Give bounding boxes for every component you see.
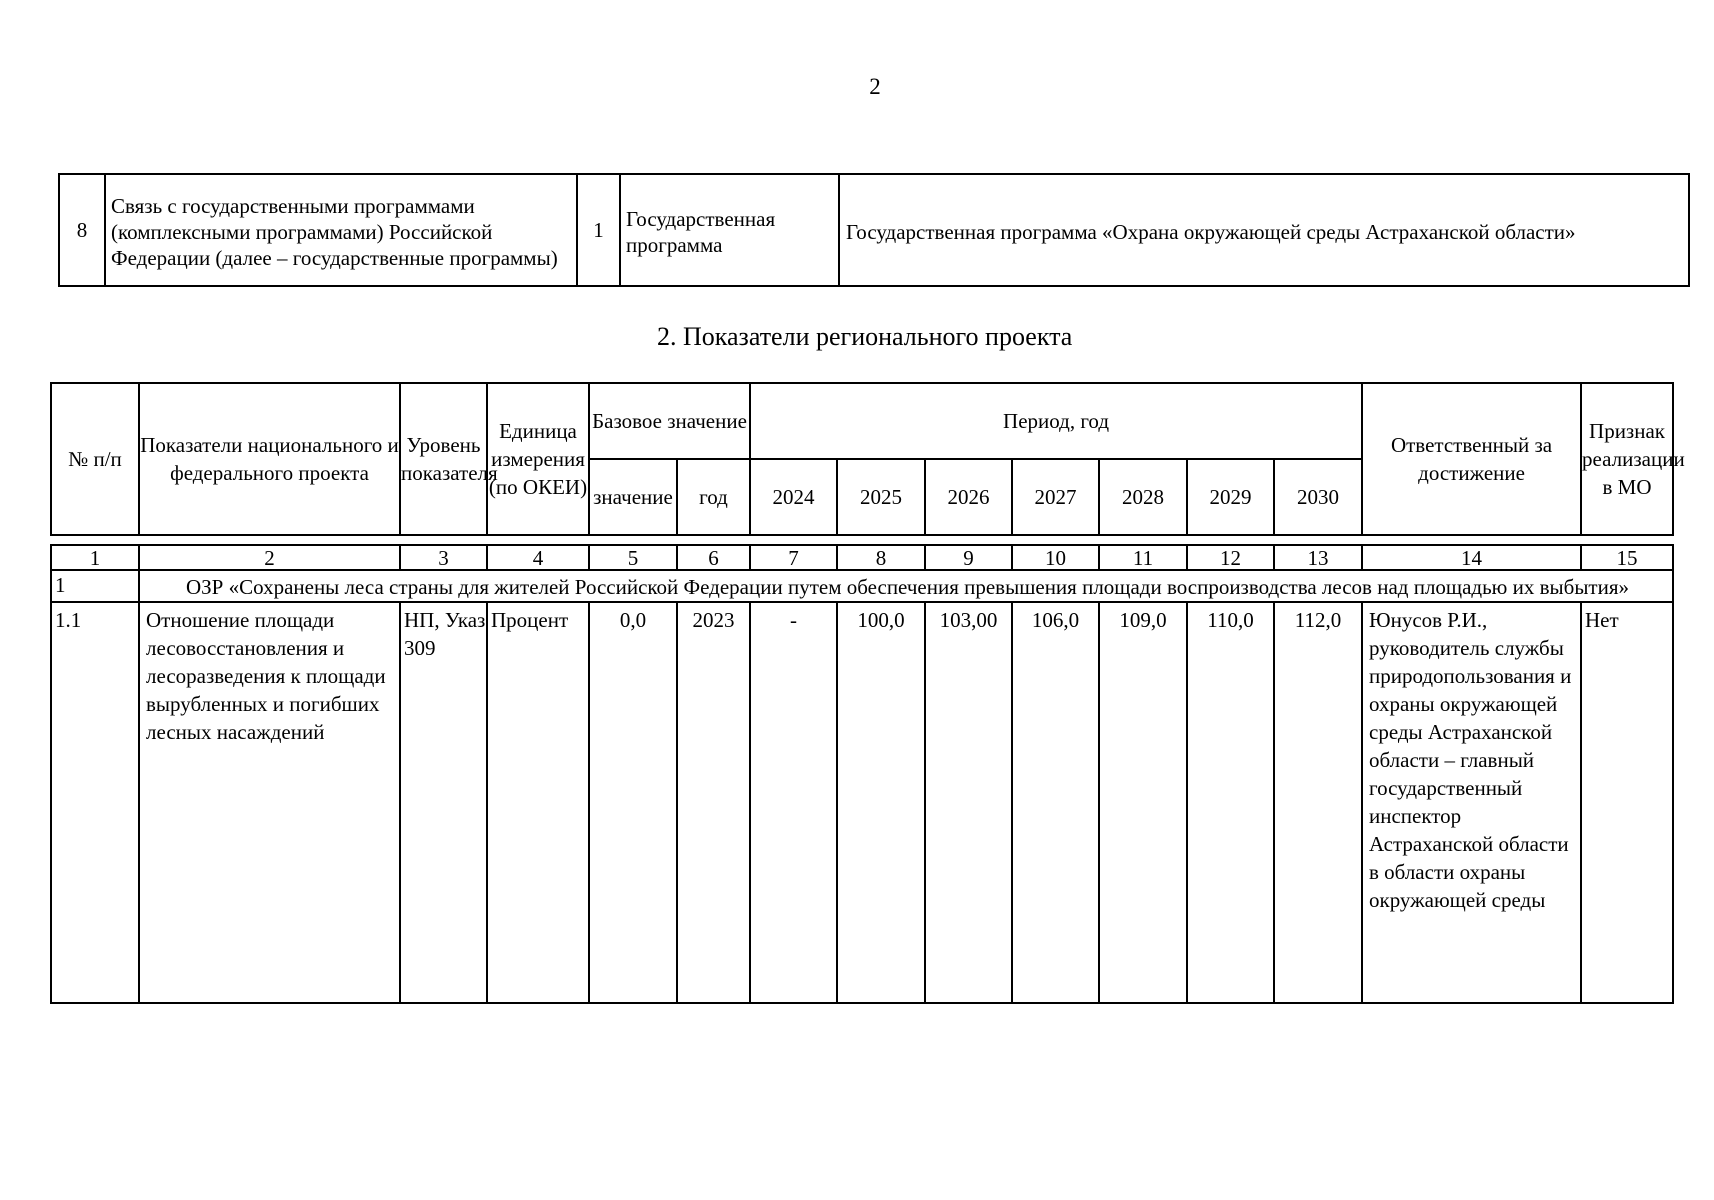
column-number: 12	[1187, 545, 1274, 570]
mo-flag: Нет	[1581, 602, 1673, 1003]
base-value: 0,0	[589, 602, 677, 1003]
column-number: 4	[487, 545, 589, 570]
table-row	[51, 602, 1673, 1003]
header-base: Базовое значение	[589, 383, 750, 459]
year-value: 106,0	[1012, 602, 1099, 1003]
column-numbers-row	[51, 545, 1673, 570]
header-no: № п/п	[51, 383, 139, 535]
program-kind: Государственная программа	[620, 174, 839, 286]
header-year: 2026	[925, 459, 1012, 535]
year-value: -	[750, 602, 837, 1003]
indicator-name: Отношение площади лесовосстановления и лесоразведения к площади вырубленных и погибших лесных насаждений	[139, 602, 400, 1003]
year-value: 100,0	[837, 602, 925, 1003]
column-number: 11	[1099, 545, 1187, 570]
program-name: Государственная программа «Охрана окружающей среды Астраханской области»	[839, 174, 1689, 286]
header-base-year: год	[677, 459, 750, 535]
sub-number: 1	[577, 174, 620, 286]
indicator-level: НП, Указ 309	[400, 602, 487, 1003]
header-base-value: значение	[589, 459, 677, 535]
header-level: Уровень показателя	[400, 383, 487, 535]
header-indicator: Показатели национального и федерального проекта	[139, 383, 400, 535]
indicator-number: 1.1	[51, 602, 139, 1003]
program-link-label: Связь с государственными программами (комплексными программами) Российской Федерации (далее – государственные программы)	[105, 174, 577, 286]
indicator-unit: Процент	[487, 602, 589, 1003]
header-unit: Единица измерения (по ОКЕИ)	[487, 383, 589, 535]
responsible-person: Юнусов Р.И., руководитель службы природопользования и охраны окружающей среды Астраханской области – главный государственный инспектор Астраханской области в области охраны окружающей среды	[1362, 602, 1581, 1003]
indicators-header-table	[50, 382, 1685, 536]
column-number: 1	[51, 545, 139, 570]
column-number: 10	[1012, 545, 1099, 570]
year-value: 112,0	[1274, 602, 1362, 1003]
column-number: 13	[1274, 545, 1362, 570]
column-number: 3	[400, 545, 487, 570]
year-value: 110,0	[1187, 602, 1274, 1003]
column-number: 2	[139, 545, 400, 570]
goal-text: ОЗР «Сохранены леса страны для жителей Российской Федерации путем обеспечения превышения площади воспроизводства лесов над площадью их выбытия»	[139, 570, 1673, 602]
header-year: 2024	[750, 459, 837, 535]
year-value: 103,00	[925, 602, 1012, 1003]
page-number: 2	[869, 74, 881, 99]
goal-row	[51, 570, 1673, 602]
header-year: 2030	[1274, 459, 1362, 535]
header-period: Период, год	[750, 383, 1362, 459]
row-number: 8	[59, 174, 105, 286]
header-year: 2027	[1012, 459, 1099, 535]
program-link-table	[58, 173, 1690, 287]
table-row	[59, 174, 1689, 286]
goal-number: 1	[51, 570, 139, 602]
header-row	[51, 383, 1673, 459]
header-year: 2029	[1187, 459, 1274, 535]
header-responsible: Ответственный за достижение	[1362, 383, 1581, 535]
column-number: 8	[837, 545, 925, 570]
year-value: 109,0	[1099, 602, 1187, 1003]
base-year: 2023	[677, 602, 750, 1003]
column-number: 14	[1362, 545, 1581, 570]
indicators-body-table	[50, 544, 1674, 1004]
column-number: 9	[925, 545, 1012, 570]
header-year: 2028	[1099, 459, 1187, 535]
column-number: 15	[1581, 545, 1673, 570]
column-number: 6	[677, 545, 750, 570]
header-mo-flag: Признак реализации в МО	[1581, 383, 1673, 535]
section-title: 2. Показатели регионального проекта	[657, 322, 1073, 351]
header-year: 2025	[837, 459, 925, 535]
column-number: 7	[750, 545, 837, 570]
column-number: 5	[589, 545, 677, 570]
